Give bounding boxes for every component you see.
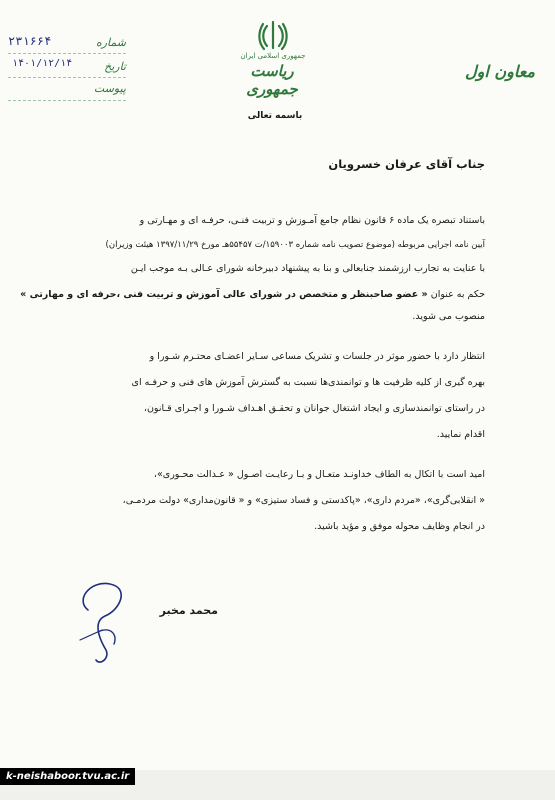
emblem-caption: جمهوری اسلامی ایران [240, 52, 306, 60]
salutation: جناب آقای عرفان خسرویان [328, 157, 485, 171]
signer-name: محمد مخبر [159, 604, 218, 617]
org-title: ریاست جمهوری [246, 62, 298, 98]
paragraph-1-line [20, 284, 485, 304]
number-label: شماره [95, 36, 126, 49]
paragraph-2-line: در راستای توانمندسازی و ایجاد اشتغال جوانان و تحقـق اهـداف شـورا و اجـرای قـانون، [143, 403, 485, 414]
invocation: باسمه تعالی [247, 111, 303, 121]
meta-divider [8, 100, 126, 101]
paragraph-1-line: منصوب می شوید. [412, 311, 485, 322]
site-url[interactable]: k-neishaboor.tvu.ac.ir [0, 768, 135, 785]
iran-emblem-icon [258, 18, 288, 52]
paragraph-2-line: انتظار دارد با حضور موثر در جلسات و تشریک مساعی سـایر اعضـای محتـرم شـورا و [149, 351, 485, 362]
paragraph-2-line: اقدام نمایید. [436, 429, 485, 440]
attachment-label: پیوست [93, 82, 126, 95]
paragraph-2-line: بهره گیری از کلیه ظرفیت ها و توانمندی‌ها نسبت به گسترش آموزش های فنی و حرفـه ای [131, 377, 485, 388]
appointment-title: « عضو صاحبنظر و متخصص در شورای عالی آموزش و تربیت فنی ،حرفه ای و مهارتی » [20, 289, 428, 300]
paragraph-1-line: آیین نامه اجرایی مربوطه (موضوع تصویب نامه شماره ۱۵۹۰۰۳/ت ۵۵۴۵۷هـ مورخ ۱۳۹۷/۱۱/۲۹ هیئت وزیران) [105, 240, 485, 250]
paragraph-1-line: با عنایت به تجارب ارزشمند جنابعالی و بنا به پیشنهاد دبیرخانه شورای عـالی بـه موجب ایـن [130, 263, 485, 274]
date-label: تاریخ [104, 60, 126, 73]
signature-scribble-icon [70, 570, 180, 670]
paragraph-1-line: باستناد تبصره یک ماده ۶ قانون نظام جامع آمـوزش و تربیت فنـی، حرفـه ای و مهـارتی و [139, 215, 485, 226]
paragraph-3-line: در انجام وظایف محوله موفق و مؤید باشید. [314, 521, 485, 532]
meta-divider [8, 53, 126, 54]
paragraph-3-line: « انقلابی‌گری»، «مردم داری»، «پاکدستی و فساد ستیزی» و « قانون‌مداری» دولت مردمـی، [122, 495, 485, 506]
vp-title: معاون اول [464, 62, 535, 81]
meta-divider [8, 77, 126, 78]
paragraph-3-line: امید است با اتکال به الطاف خداونـد متعـال و بـا رعایـت اصـول « عـدالت محـوری»، [153, 469, 485, 480]
appointment-prefix: حکم به عنوان [430, 289, 485, 300]
letter-date: ۱۴۰۱/۱۲/۱۴ [12, 58, 73, 69]
letter-number: ۲۳۱۶۶۴ [8, 34, 52, 48]
letter-meta [8, 34, 128, 104]
